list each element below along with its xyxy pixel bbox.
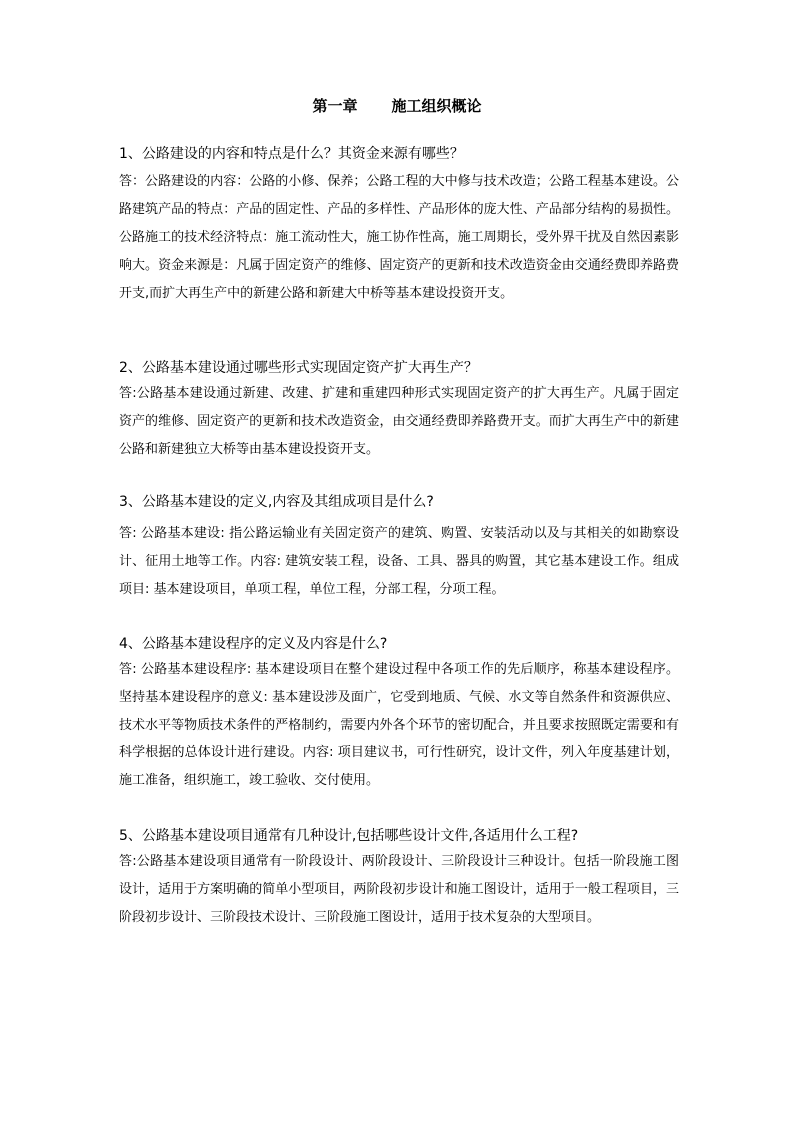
qa-block — [119, 356, 679, 463]
chapter-name: 施工组织概论 — [391, 97, 482, 115]
answer-1: 答：公路建设的内容：公路的小修、保养；公路工程的大中修与技术改造；公路工程基本建设。公路建筑产品的特点：产品的固定性、产品的多样性、产品形体的庞大性、产品部分结构的易损性。公路施工的技术经济特点：施工流动性大，施工协作性高，施工周期长，受外界干扰及自然因素影响大。资金来源是：凡属于固定资产的维修、固定资产的更新和技术改造资金由交通经费即养路费开支,而扩大再生产中的新建公路和新建大中桥等基本建设投资开支。 — [119, 174, 679, 301]
question-4: 4、公路基本建设程序的定义及内容是什么? — [119, 636, 388, 652]
qa-block — [119, 632, 679, 795]
question-5: 5、公路基本建设项目通常有几种设计,包括哪些设计文件,各适用什么工程? — [119, 828, 579, 844]
answer-2: 答:公路基本建设通过新建、改建、扩建和重建四种形式实现固定资产的扩大再生产。凡属于固定资产的维修、固定资产的更新和技术改造资金，由交通经费即养路费开支。而扩大再生产中的新建公路和新建独立大桥等由基本建设投资开支。 — [119, 386, 679, 457]
chapter-number: 第一章 — [312, 97, 358, 115]
question-1: 1、公路建设的内容和特点是什么？其资金来源有哪些？ — [119, 146, 464, 162]
qa-block — [119, 824, 679, 931]
answer-5: 答:公路基本建设项目通常有一阶段设计、两阶段设计、三阶段设计三种设计。包括一阶段施工图设计，适用于方案明确的简单小型项目，两阶段初步设计和施工图设计，适用于一般工程项目，三阶段初步设计、三阶段技术设计、三阶段施工图设计，适用于技术复杂的大型项目。 — [119, 854, 679, 925]
answer-3: 答: 公路基本建设: 指公路运输业有关固定资产的建筑、购置、安装活动以及与其相关的如勘察设计、征用土地等工作。内容: 建筑安装工程，设备、工具、器具的购置，其它基本建设工作。组成项目: 基本建设项目，单项工程，单位工程，分部工程，分项工程。 — [119, 526, 679, 597]
qa-block — [119, 142, 679, 308]
qa-block — [119, 490, 679, 603]
question-3: 3、公路基本建设的定义,内容及其组成项目是什么? — [119, 494, 434, 510]
answer-4: 答: 公路基本建设程序: 基本建设项目在整个建设过程中各项工作的先后顺序，称基本建设程序。坚持基本建设程序的意义: 基本建设涉及面广，它受到地质、气候、水文等自然条件和资源供应、技术水平等物质技术条件的严格制约，需要内外各个环节的密切配合，并且要求按照既定需要和有科学根据的总体设计进行建设。内容: 项目建议书，可行性研究，设计文件，列入年度基建计划，施工准备，组织施工，竣工验收、交付使用。 — [119, 662, 679, 789]
chapter-title — [0, 95, 794, 116]
question-2: 2、公路基本建设通过哪些形式实现固定资产扩大再生产？ — [119, 360, 478, 376]
